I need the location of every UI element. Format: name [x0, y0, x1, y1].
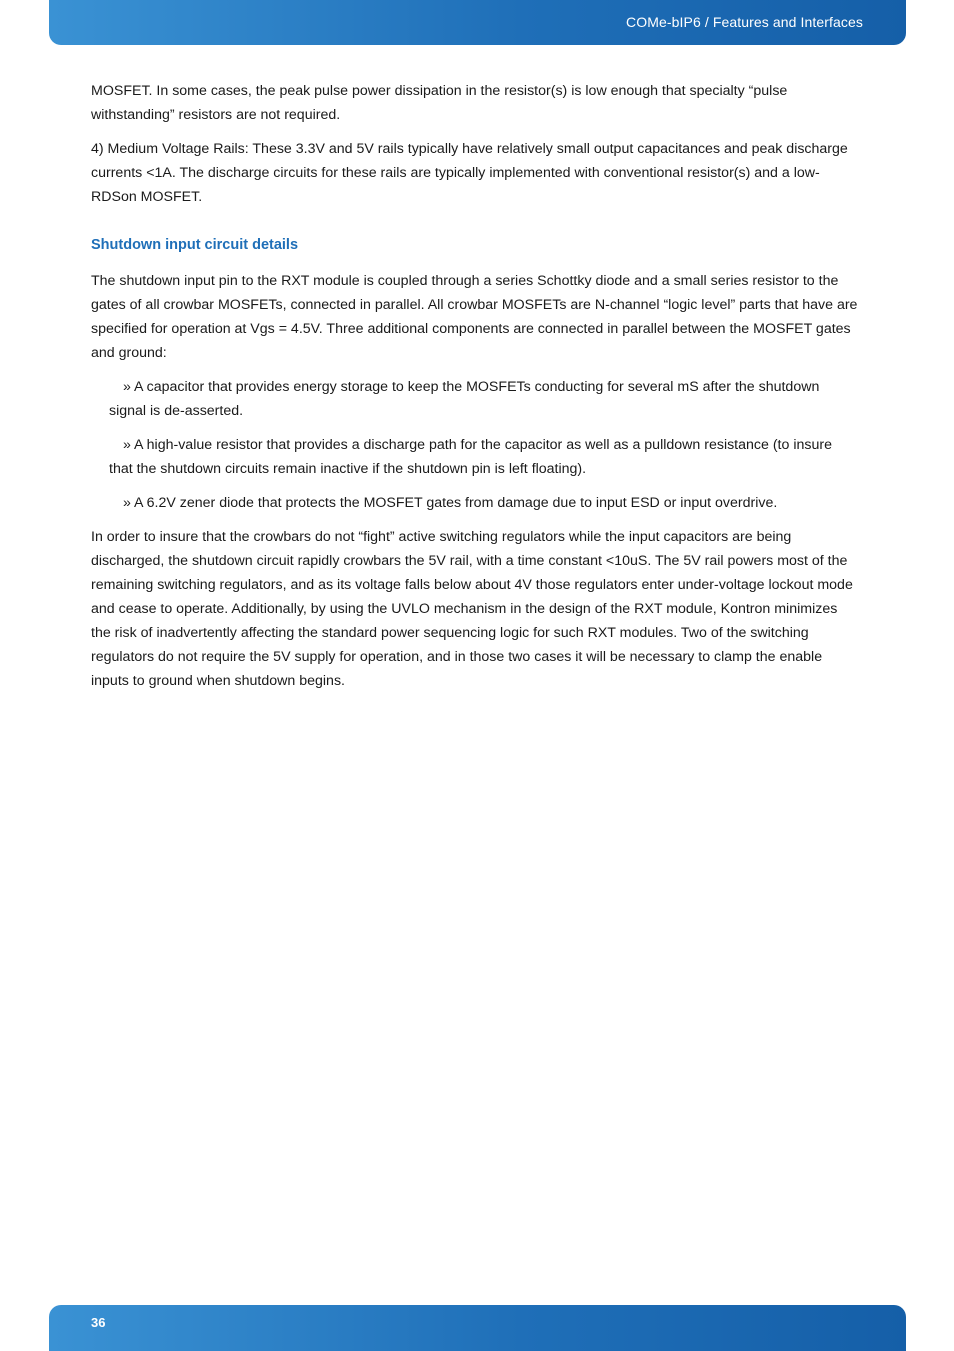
paragraph-medium-voltage-rails: 4) Medium Voltage Rails: These 3.3V and 5V rails typically have relatively small output capacitances and peak discharge currents <1A. The discharge circuits for these rails are typically implemented with conventional resistor(s) and a low-RDSon MOSFET.	[91, 141, 848, 205]
page-number: 36	[91, 1315, 106, 1330]
document-body	[91, 79, 859, 703]
bullet-item-zener-diode: » A 6.2V zener diode that protects the MOSFET gates from damage due to input ESD or input overdrive.	[123, 495, 778, 511]
bullet-item-capacitor: » A capacitor that provides energy storage to keep the MOSFETs conducting for several mS after the shutdown signal is de-asserted.	[109, 379, 820, 419]
page-footer	[49, 1305, 906, 1351]
header-title: COMe-bIP6 / Features and Interfaces	[626, 14, 863, 30]
paragraph-crowbars: In order to insure that the crowbars do not “fight” active switching regulators while the input capacitors are being discharged, the shutdown circuit rapidly crowbars the 5V rail, with a time constant <10uS. The 5V rail powers most of the remaining switching regulators, and as its voltage falls below about 4V those regulators enter under-voltage lockout mode and cease to operate. Additionally, by using the UVLO mechanism in the design of the RXT module, Kontron minimizes the risk of inadvertently affecting the standard power sequencing logic for such RXT modules. Two of the switching regulators do not require the 5V supply for operation, and in those two cases it will be necessary to clamp the enable inputs to ground when shutdown begins.	[91, 529, 853, 689]
section-heading: Shutdown input circuit details	[91, 237, 299, 253]
page-header	[49, 0, 906, 45]
paragraph-mosfet: MOSFET. In some cases, the peak pulse power dissipation in the resistor(s) is low enough that specialty “pulse withstanding” resistors are not required.	[91, 83, 788, 123]
bullet-item-resistor: » A high-value resistor that provides a discharge path for the capacitor as well as a pulldown resistance (to insure that the shutdown circuits remain inactive if the shutdown pin is left floating).	[109, 437, 832, 477]
paragraph-shutdown-input: The shutdown input pin to the RXT module is coupled through a series Schottky diode and a small series resistor to the gates of all crowbar MOSFETs, connected in parallel. All crowbar MOSFETs are N-channel “logic level” parts that have are specified for operation at Vgs = 4.5V. Three additional components are connected in parallel between the MOSFET gates and ground:	[91, 273, 858, 361]
